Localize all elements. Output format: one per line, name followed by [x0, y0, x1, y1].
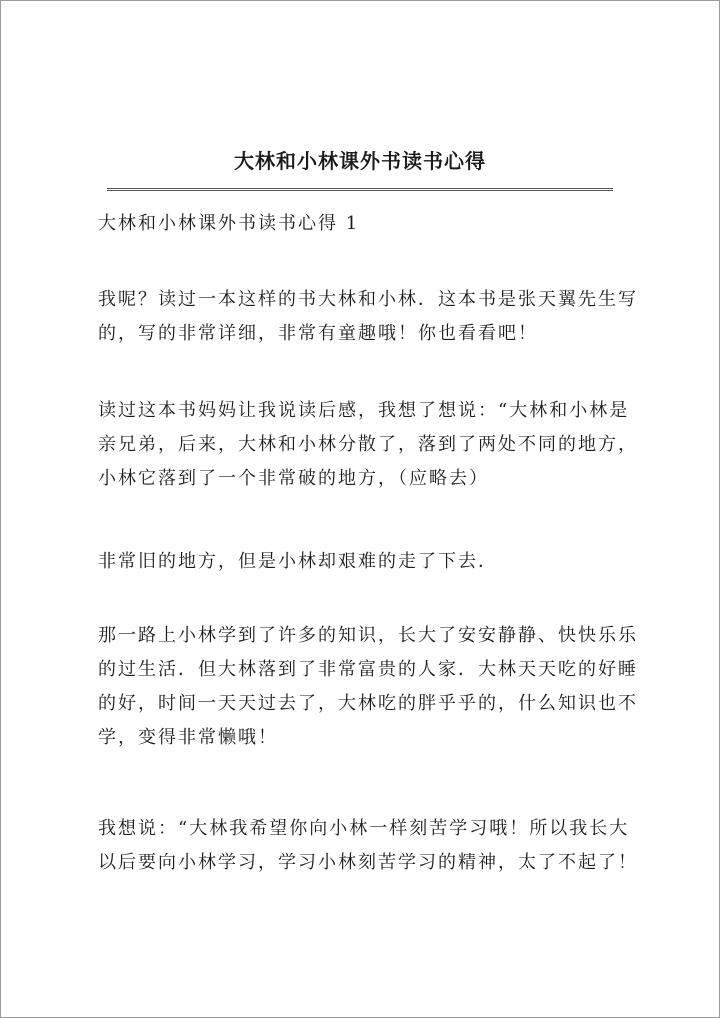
document-page [1, 1, 719, 1017]
paragraph-3: 非常旧的地方，但是小林却艰难的走了下去． [98, 551, 498, 572]
paragraph-1: 我呢？读过一本这样的书大林和小林．这本书是张天翼先生写的，写的非常详细，非常有童趣哦！你也看看吧！ [98, 289, 638, 344]
paragraph-5: 我想说：“大林我希望你向小林一样刻苦学习哦！所以我长大以后要向小林学习，学习小林刻苦学习的精神，太了不起了！ [98, 818, 638, 873]
paragraph-4: 那一路上小林学到了许多的知识，长大了安安静静、快快乐乐的过生活．但大林落到了非常富贵的人家．大林天天吃的好睡的好，时间一天天过去了，大林吃的胖乎乎的，什么知识也不学，变得非常懒哦！ [98, 625, 638, 748]
paragraph-2: 读过这本书妈妈让我说读后感，我想了想说：“大林和小林是亲兄弟，后来，大林和小林分散了，落到了两处不同的地方，小林它落到了一个非常破的地方，（应略去） [98, 400, 638, 489]
document-title: 大林和小林课外书读书心得 [234, 149, 486, 173]
section-heading: 大林和小林课外书读书心得 1 [98, 213, 360, 234]
title-divider [107, 188, 613, 191]
